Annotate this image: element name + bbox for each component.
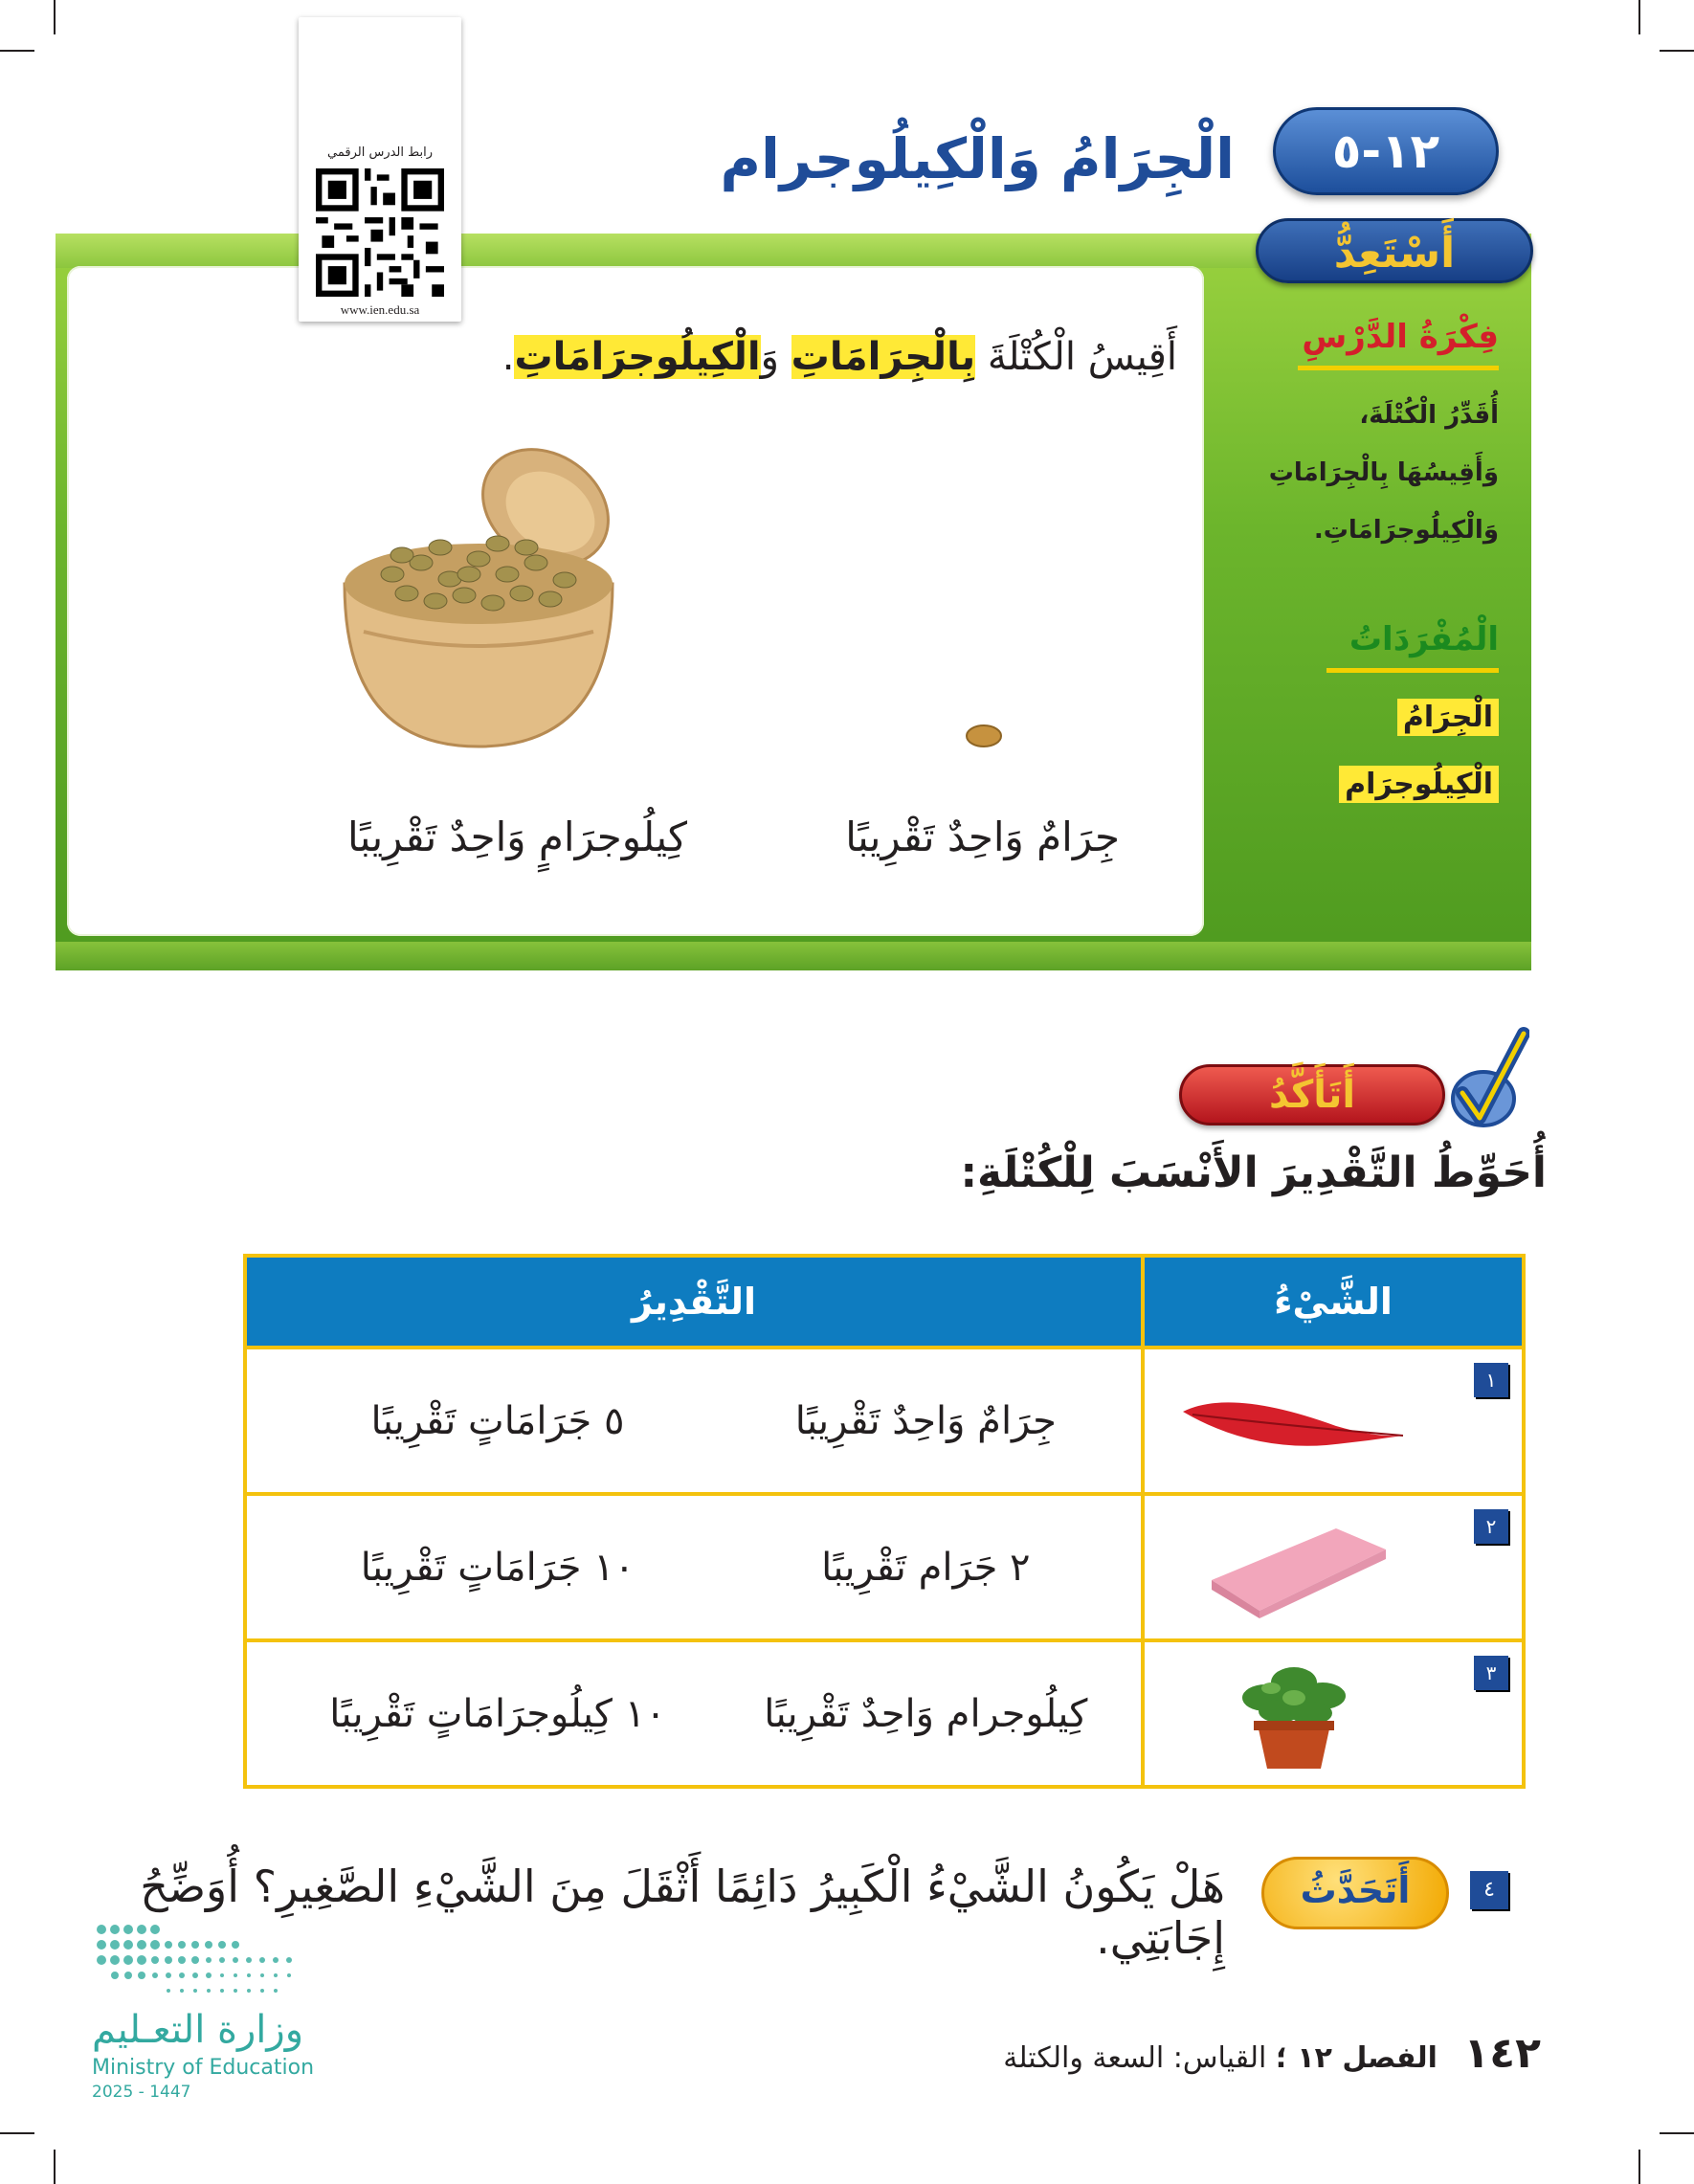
header-object: الشَّيْءُ xyxy=(1143,1256,1524,1348)
lesson-idea-line-3: وَالْكِيلُوجرَامَاتِ. xyxy=(1313,516,1499,545)
ready-section-badge xyxy=(1256,218,1533,283)
red-feather-icon xyxy=(1173,1388,1413,1455)
table-row xyxy=(245,1640,1524,1787)
table-row xyxy=(245,1494,1524,1640)
estimate-cell xyxy=(245,1348,1143,1494)
object-cell xyxy=(1143,1348,1524,1494)
ministry-year: 2025 - 1447 xyxy=(92,2083,191,2102)
chapter-title: القياس: السعة والكتلة xyxy=(1003,2041,1267,2075)
crop-mark xyxy=(0,50,34,52)
talk-label: أَتَحَدَّثُ xyxy=(1300,1869,1411,1911)
estimate-option[interactable]: ١٠ جَرَامَاتٍ تَقْرِيبًا xyxy=(360,1545,635,1590)
crop-mark xyxy=(54,0,56,34)
qr-code-icon[interactable] xyxy=(316,168,444,297)
lesson-idea-line-2: وَأَقِيسُهَا بِالْجِرَامَاتِ xyxy=(1268,458,1499,487)
qr-url[interactable]: www.ien.edu.sa xyxy=(340,302,420,317)
check-instruction: أُحَوِّطُ التَّقْدِيرَ الأَنْسَبَ لِلْكُتْلَةِ: xyxy=(960,1148,1547,1197)
lesson-idea-title: فِكْرَةُ الدَّرْسِ xyxy=(1302,318,1499,356)
table-row xyxy=(245,1348,1524,1494)
crop-mark xyxy=(1638,0,1640,34)
ministry-name-arabic: وزارة التعـليم xyxy=(92,2008,304,2052)
crop-mark xyxy=(1660,2132,1694,2134)
idea-title-underline xyxy=(1298,366,1499,370)
question-number: ٤ xyxy=(1470,1871,1508,1909)
estimate-table xyxy=(243,1254,1526,1789)
intro-prefix: أَقِيسُ الْكُتْلَةَ xyxy=(975,335,1177,379)
talk-badge xyxy=(1261,1857,1449,1929)
lesson-number-badge xyxy=(1273,107,1499,195)
lesson-frame-bottom xyxy=(56,942,1531,970)
vocab-kilogram: الْكِيلُوجرَام xyxy=(1339,766,1499,803)
intro-highlight-grams: بِالْجِرَامَاتِ xyxy=(791,335,976,379)
estimate-option[interactable]: ١٠ كِيلُوجرَامَاتٍ تَقْرِيبًا xyxy=(329,1691,666,1736)
intro-suffix: . xyxy=(502,335,515,379)
check-label: أَتَأَكَّدُ xyxy=(1268,1073,1356,1117)
intro-sentence xyxy=(502,335,1177,379)
crop-mark xyxy=(0,2132,34,2134)
row-number: ٣ xyxy=(1474,1656,1508,1690)
row-number: ١ xyxy=(1474,1363,1508,1397)
ready-label: أَسْتَعِدُّ xyxy=(1333,229,1456,278)
ministry-name-english: Ministry of Education xyxy=(92,2056,315,2080)
caption-kilogram: كِيلُوجرَامٍ وَاحِدٌ تَقْرِيبًا xyxy=(346,813,687,860)
chapter-label: الفصل ١٢ ؛ xyxy=(1275,2041,1438,2075)
object-cell xyxy=(1143,1640,1524,1787)
estimate-option[interactable]: ٢ جَرَام تَقْرِيبًا xyxy=(821,1545,1031,1590)
crop-mark xyxy=(1660,50,1694,52)
potted-plant-icon xyxy=(1237,1660,1351,1772)
row-number: ٢ xyxy=(1474,1509,1508,1544)
single-lentil-image xyxy=(965,724,1003,748)
caption-gram: جِرَامٌ وَاحِدٌ تَقْرِيبًا xyxy=(845,813,1120,860)
estimate-option[interactable]: كِيلُوجرام وَاحِدٌ تَقْرِيبًا xyxy=(764,1691,1088,1736)
qr-card[interactable] xyxy=(299,17,461,322)
crop-mark xyxy=(54,2150,56,2184)
lesson-idea-line-1: أُقَدِّرُ الْكُتْلَةَ، xyxy=(1359,401,1499,430)
header-estimate: التَّقْدِيرُ xyxy=(245,1256,1143,1348)
talk-question: هَلْ يَكُونُ الشَّيْءُ الْكَبِيرُ دَائِمًا أَثْقَلَ مِنَ الشَّيْءِ الصَّغِيرِ؟ أُوَضِّحُ إِجَابَتِي. xyxy=(140,1861,1225,1964)
qr-caption: رابط الدرس الرقمي xyxy=(327,145,433,160)
intro-highlight-kilograms: الْكِيلُوجرَامَاتِ xyxy=(514,335,761,379)
estimate-cell xyxy=(245,1640,1143,1787)
vocab-gram: الْجِرَامُ xyxy=(1397,699,1499,736)
vocab-title-underline xyxy=(1326,668,1499,673)
object-cell xyxy=(1143,1494,1524,1640)
pink-eraser-icon xyxy=(1202,1523,1393,1618)
lentil-bowl-image xyxy=(306,440,708,766)
crop-mark xyxy=(1638,2150,1640,2184)
page-number: ١٤٢ xyxy=(1463,2029,1541,2078)
lesson-number: ١٢-٥ xyxy=(1331,123,1440,179)
check-section-badge xyxy=(1179,1064,1445,1125)
estimate-cell xyxy=(245,1494,1143,1640)
lesson-title: الْجِرَامُ وَالْكِيلُوجرام xyxy=(720,126,1235,191)
vocabulary-title: الْمُفْرَدَاتُ xyxy=(1349,620,1499,658)
estimate-option[interactable]: ٥ جَرَامَاتٍ تَقْرِيبًا xyxy=(370,1398,625,1443)
page-footer xyxy=(1003,2029,1541,2078)
ministry-logo-icon xyxy=(92,1920,302,2006)
intro-conjunction: وَ xyxy=(760,335,791,379)
checkmark-icon xyxy=(1443,1026,1529,1131)
estimate-option[interactable]: جِرَامٌ وَاحِدٌ تَقْرِيبًا xyxy=(794,1398,1057,1443)
